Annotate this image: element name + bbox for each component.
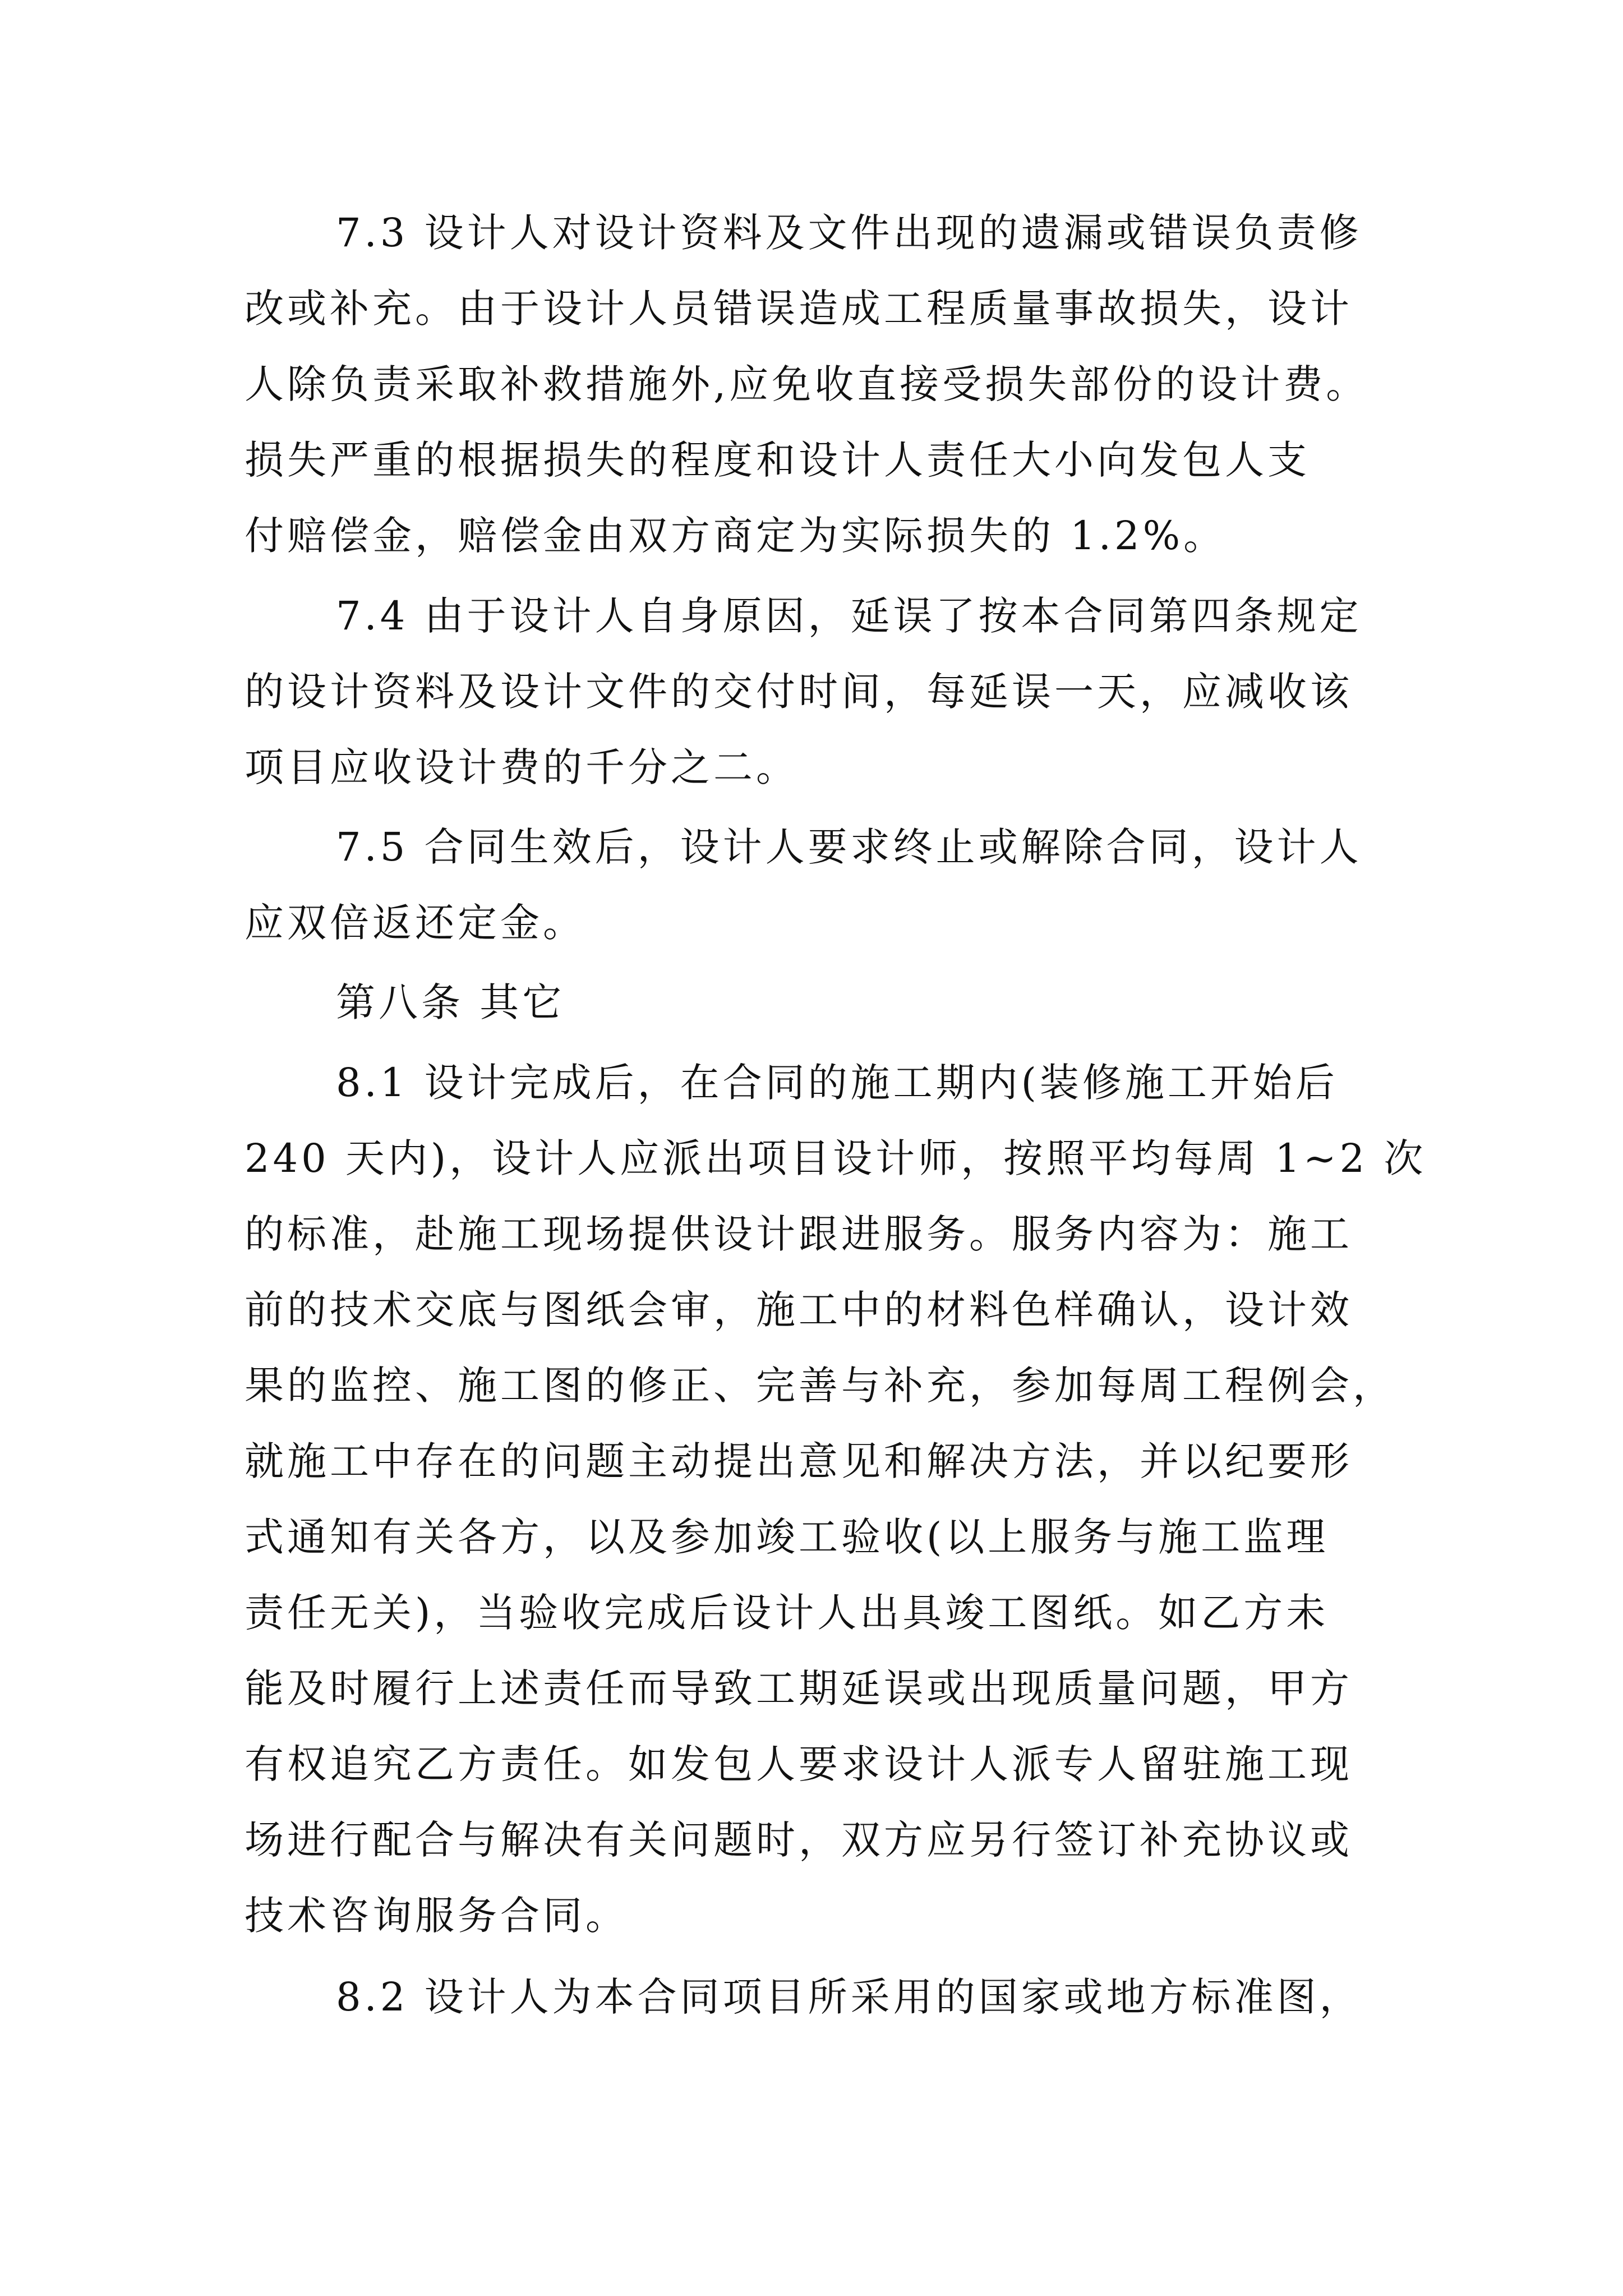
paragraph-7-4-line-1: 7.4 由于设计人自身原因，延误了按本合同第四条规定 [336,593,1362,639]
paragraph-8-1-line-3: 的标准，赴施工现场提供设计跟进服务。服务内容为：施工 [245,1211,1353,1257]
paragraph-7-3-line-4: 损失严重的根据损失的程度和设计人责任大小向发包人支 [245,437,1310,483]
paragraph-8-1-line-12: 技术咨询服务合同。 [245,1893,628,1939]
paragraph-7-3-line-1: 7.3 设计人对设计资料及文件出现的遗漏或错误负责修 [336,210,1362,256]
section-heading-article-8: 第八条 其它 [336,979,565,1025]
paragraph-7-4-line-3: 项目应收设计费的千分之二。 [245,744,799,790]
paragraph-7-5-line-1: 7.5 合同生效后，设计人要求终止或解除合同，设计人 [336,824,1362,870]
paragraph-7-3-line-5: 付赔偿金，赔偿金由双方商定为实际损失的 1.2%。 [245,513,1227,559]
paragraph-8-1-line-2: 240 天内)，设计人应派出项目设计师，按照平均每周 1~2 次 [245,1135,1427,1181]
paragraph-8-1-line-4: 前的技术交底与图纸会审，施工中的材料色样确认，设计效 [245,1287,1353,1333]
paragraph-8-1-line-6: 就施工中存在的问题主动提出意见和解决方法，并以纪要形 [245,1438,1353,1484]
paragraph-7-5-line-2: 应双倍返还定金。 [245,900,585,946]
paragraph-8-1-line-10: 有权追究乙方责任。如发包人要求设计人派专人留驻施工现 [245,1741,1353,1787]
paragraph-8-1-line-9: 能及时履行上述责任而导致工期延误或出现质量问题，甲方 [245,1665,1353,1711]
paragraph-8-1-line-1: 8.1 设计完成后，在合同的施工期内(装修施工开始后 [336,1060,1338,1106]
paragraph-8-1-line-8: 责任无关)，当验收完成后设计人出具竣工图纸。如乙方未 [245,1590,1329,1636]
paragraph-8-1-line-11: 场进行配合与解决有关问题时，双方应另行签订补充协议或 [245,1817,1353,1863]
paragraph-8-2-line-1: 8.2 设计人为本合同项目所采用的国家或地方标准图， [336,1974,1362,2020]
paragraph-7-3-line-2: 改或补充。由于设计人员错误造成工程质量事故损失，设计 [245,286,1353,332]
paragraph-8-1-line-5: 果的监控、施工图的修正、完善与补充，参加每周工程例会， [245,1363,1395,1409]
paragraph-7-3-line-3: 人除负责采取补救措施外,应免收直接受损失部份的设计费。 [245,361,1369,407]
paragraph-8-1-line-7: 式通知有关各方，以及参加竣工验收(以上服务与施工监理 [245,1514,1329,1560]
paragraph-7-4-line-2: 的设计资料及设计文件的交付时间，每延误一天，应减收该 [245,669,1353,715]
